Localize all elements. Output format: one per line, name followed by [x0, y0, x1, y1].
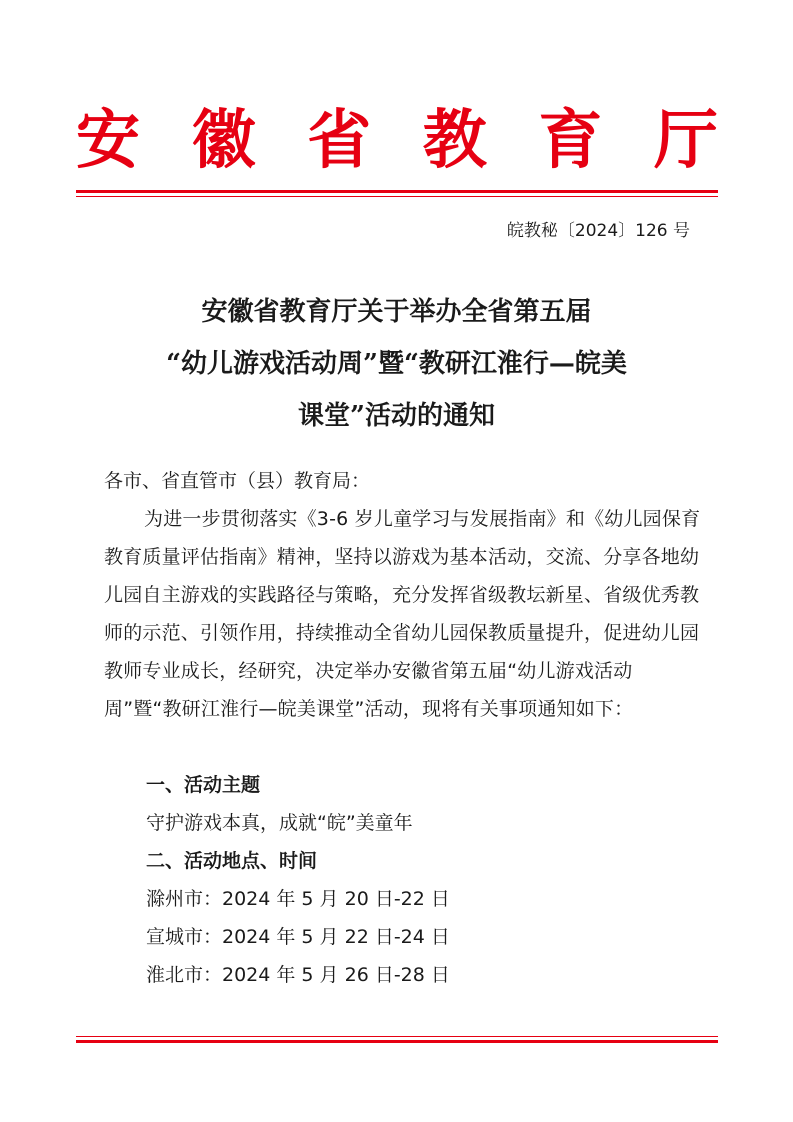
title-line: “幼儿游戏活动周”暨“教研江淮行—皖美 — [166, 349, 627, 379]
masthead-divider-thin — [76, 196, 718, 197]
footer-divider-thin — [76, 1036, 718, 1037]
masthead-char: 安 — [76, 103, 140, 178]
masthead-title — [76, 98, 718, 184]
section-heading-theme: 一、活动主题 — [146, 774, 261, 796]
title-line: 安徽省教育厅关于举办全省第五届 — [201, 297, 592, 327]
salutation: 各市、省直管市（县）教育局： — [104, 470, 371, 492]
masthead-divider-thick — [76, 190, 718, 193]
masthead-char: 教 — [422, 103, 487, 178]
section-heading-location-time: 二、活动地点、时间 — [146, 850, 318, 872]
theme-text: 守护游戏本真，成就“皖”美童年 — [146, 812, 413, 834]
schedule-item-chuzhou: 滁州市：2024 年 5 月 20 日-22 日 — [146, 888, 450, 910]
title-line: 课堂”活动的通知 — [298, 401, 495, 431]
document-number: 皖教秘〔2024〕126 号 — [506, 221, 690, 241]
document-title — [100, 286, 693, 442]
schedule-item-huaibei: 淮北市：2024 年 5 月 26 日-28 日 — [146, 964, 450, 986]
schedule-item-xuancheng: 宣城市：2024 年 5 月 22 日-24 日 — [146, 926, 450, 948]
masthead-char: 厅 — [653, 103, 718, 178]
footer-divider-thick — [76, 1040, 718, 1043]
intro-paragraph: 为进一步贯彻落实《3-6 岁儿童学习与发展指南》和《幼儿园保育教育质量评估指南》精神，坚持以游戏为基本活动，交流、分享各地幼儿园自主游戏的实践路径与策略，充分发挥省级教坛新星、省级优秀教师的示范、引领作用，持续推动全省幼儿园保教质量提升，促进幼儿园教师专业成长，经研究，决定举办安徽省第五届“幼儿游戏活动周”暨“教研江淮行—皖美课堂”活动，现将有关事项通知如下： — [104, 508, 701, 720]
masthead-char: 省 — [307, 103, 372, 178]
masthead-char: 徽 — [191, 103, 256, 178]
masthead-char: 育 — [538, 103, 603, 178]
